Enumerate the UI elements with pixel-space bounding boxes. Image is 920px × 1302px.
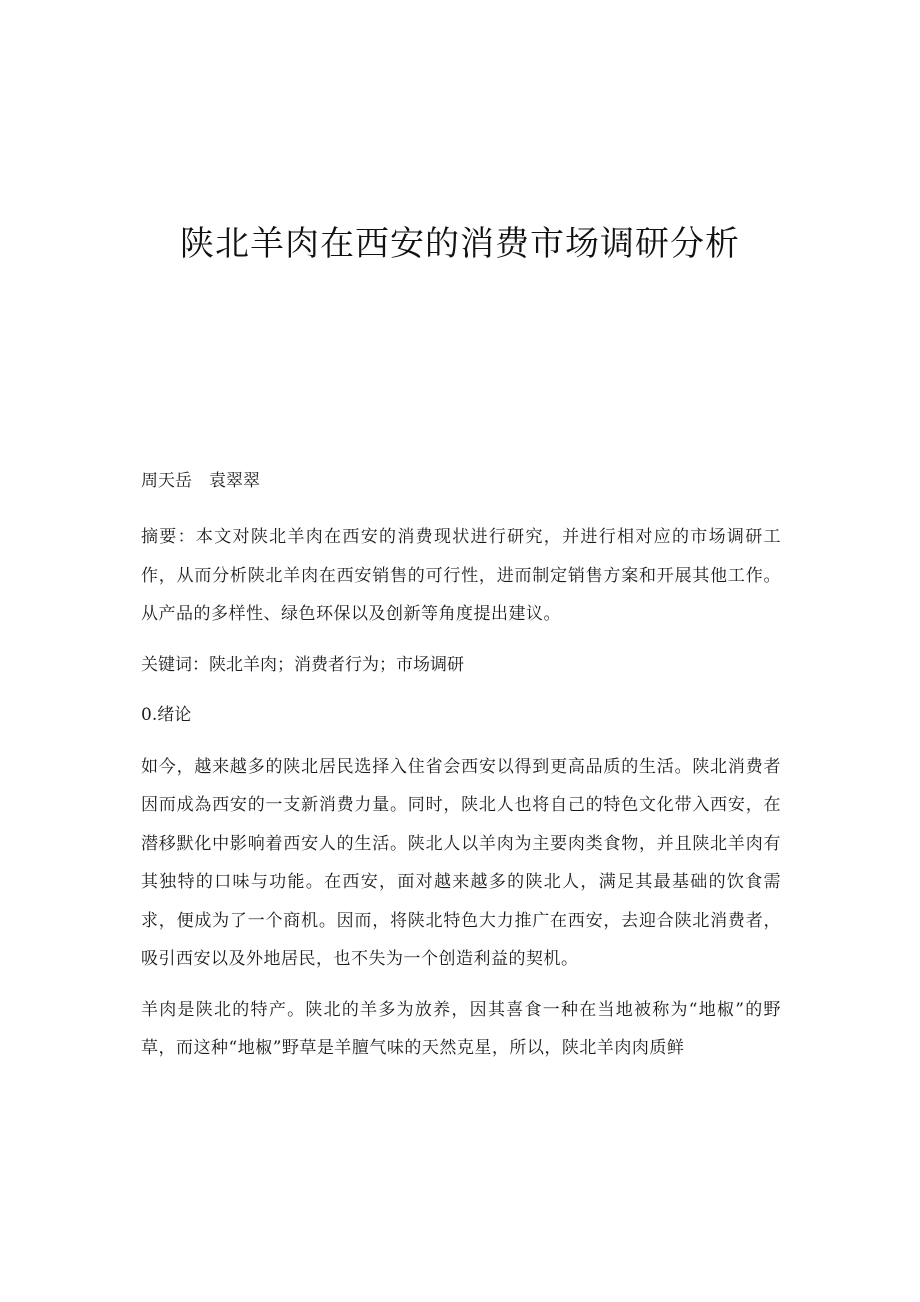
abstract: 摘要：本文对陕北羊肉在西安的消费现状进行研究，并进行相对应的市场调研工作，从而分析陕北羊肉在西安销售的可行性，进而制定销售方案和开展其他工作。从产品的多样性、绿色环保以及创新等角度提出建议。: [141, 527, 781, 624]
authors: 周天岳 袁翠翠: [141, 471, 260, 491]
document-body: [141, 462, 781, 1080]
paragraph-mutton: 羊肉是陕北的特产。陕北的羊多为放养，因其喜食一种在当地被称为“地椒”的野草，而这种“地椒”野草是羊膻气味的天然克星，所以，陕北羊肉肉质鲜: [141, 999, 781, 1058]
page-title: 陕北羊肉在西安的消费市场调研分析: [180, 224, 740, 264]
keywords: 关键词：陕北羊肉；消费者行为；市场调研: [141, 654, 464, 675]
section-heading: 0.绪论: [141, 704, 192, 725]
paragraph-intro: 如今，越来越多的陕北居民选择入住省会西安以得到更高品质的生活。陕北消费者因而成為西安的一支新消费力量。同时，陕北人也将自己的特色文化带入西安，在潜移默化中影响着西安人的生活。陕北人以羊肉为主要肉类食物，并且陕北羊肉有其独特的口味与功能。在西安，面对越来越多的陕北人，满足其最基础的饮食需求，便成为了一个商机。因而，将陕北特色大力推广在西安，去迎合陕北消费者，吸引西安以及外地居民，也不失为一个创造利益的契机。: [141, 756, 781, 969]
